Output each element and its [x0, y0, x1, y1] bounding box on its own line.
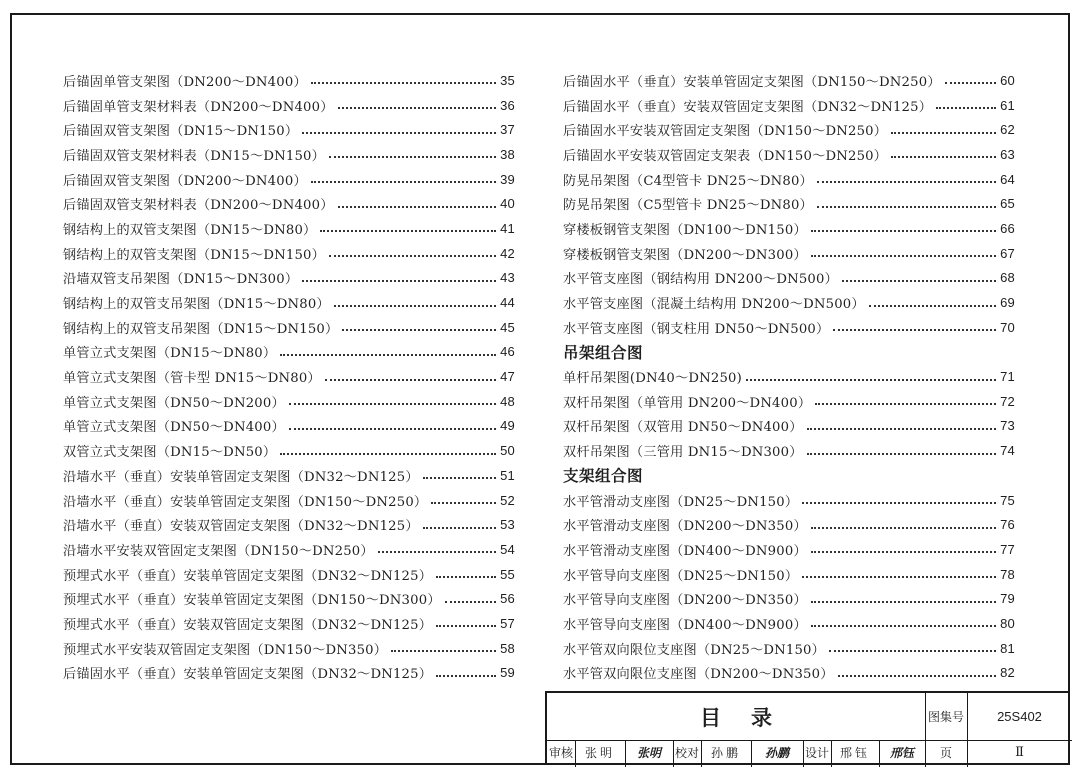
atlas-number-label: 图集号 — [927, 710, 964, 724]
toc-entry-page: 50 — [500, 443, 515, 459]
toc-left-column — [63, 68, 515, 685]
toc-entry[interactable] — [63, 117, 515, 142]
toc-entry-title: 单杆吊架图(DN40～DN250) — [563, 371, 742, 387]
toc-entry-title: 水平管滑动支座图（DN200～DN350） — [563, 519, 807, 535]
toc-entry-page: 54 — [500, 541, 515, 557]
toc-entry-page: 52 — [500, 492, 515, 508]
toc-entry[interactable] — [563, 562, 1015, 587]
designer-name: 邢钰 — [839, 746, 870, 760]
toc-entry-title: 双管立式支架图（DN15～DN50） — [63, 445, 277, 461]
toc-entry[interactable] — [563, 586, 1015, 611]
toc-entry-title: 后锚固双管支架图（DN15～DN150） — [63, 124, 299, 140]
toc-entry-title: 单管立式支架图（管卡型 DN15～DN80） — [63, 371, 321, 387]
dot-leader — [391, 650, 496, 652]
toc-entry-page: 76 — [1000, 517, 1015, 533]
toc-entry-title: 双杆吊架图（三管用 DN15～DN300） — [563, 445, 803, 461]
toc-entry[interactable] — [63, 216, 515, 241]
toc-entry[interactable] — [563, 117, 1015, 142]
toc-entry-page: 37 — [500, 122, 515, 138]
toc-section-heading: 支架组合图 — [563, 467, 644, 486]
toc-entry[interactable] — [63, 315, 515, 340]
toc-entry-title: 水平管双向限位支座图（DN25～DN150） — [563, 642, 826, 658]
toc-entry[interactable] — [563, 488, 1015, 513]
checker-name: 孙鹏 — [710, 746, 741, 760]
toc-entry-title: 水平管导向支座图（DN400～DN900） — [563, 617, 807, 633]
toc-entry-page: 43 — [500, 270, 515, 286]
toc-entry-page: 38 — [500, 146, 515, 162]
dot-leader — [811, 625, 996, 627]
toc-entry-page: 67 — [1000, 245, 1015, 261]
toc-entry[interactable] — [563, 191, 1015, 216]
toc-entry-page: 36 — [500, 97, 515, 113]
dot-leader — [436, 625, 496, 627]
toc-section-heading: 吊架组合图 — [563, 343, 644, 362]
dot-leader — [811, 551, 996, 553]
toc-right-column — [563, 68, 1015, 685]
toc-entry-title: 水平管滑动支座图（DN25～DN150） — [563, 494, 799, 510]
dot-leader — [842, 280, 996, 282]
toc-entry[interactable] — [563, 315, 1015, 340]
dot-leader — [289, 428, 496, 430]
dot-leader — [802, 502, 996, 504]
dot-leader — [342, 329, 496, 331]
dot-leader — [811, 255, 996, 257]
toc-entry-page: 66 — [1000, 220, 1015, 236]
dot-leader — [423, 477, 496, 479]
toc-entry-page: 42 — [500, 245, 515, 261]
toc-entry[interactable] — [563, 438, 1015, 463]
toc-entry[interactable] — [563, 611, 1015, 636]
toc-entry-page: 35 — [500, 72, 515, 88]
dot-leader — [817, 206, 996, 208]
dot-leader — [436, 675, 496, 677]
toc-entry[interactable] — [63, 636, 515, 661]
dot-leader — [746, 379, 996, 381]
toc-entry-page: 39 — [500, 171, 515, 187]
toc-entry-title: 水平管支座图（钢支柱用 DN50～DN500） — [563, 321, 830, 337]
toc-entry[interactable] — [63, 340, 515, 365]
toc-entry-page: 71 — [1000, 369, 1015, 385]
toc-entry-page: 40 — [500, 196, 515, 212]
dot-leader — [423, 527, 496, 529]
toc-entry[interactable] — [563, 216, 1015, 241]
toc-entry-title: 后锚固水平安装双管固定支架表（DN150～DN250） — [563, 148, 888, 164]
dot-leader — [325, 379, 496, 381]
toc-entry-title: 后锚固单管支架材料表（DN200～DN400） — [63, 99, 334, 115]
toc-entry-page: 64 — [1000, 171, 1015, 187]
toc-entry[interactable] — [63, 389, 515, 414]
toc-entry[interactable] — [63, 290, 515, 315]
dot-leader — [891, 156, 996, 158]
reviewer-name: 张明 — [584, 746, 615, 760]
toc-entry[interactable] — [63, 586, 515, 611]
dot-leader — [378, 551, 496, 553]
toc-entry-title: 双杆吊架图（单管用 DN200～DN400） — [563, 395, 812, 411]
dot-leader — [833, 329, 996, 331]
toc-entry-title: 水平管支座图（混凝土结构用 DN200～DN500） — [563, 297, 865, 313]
toc-entry-title: 沿墙水平（垂直）安装单管固定支架图（DN32～DN125） — [63, 469, 419, 485]
dot-leader — [817, 181, 996, 183]
toc-entry[interactable] — [563, 68, 1015, 93]
toc-entry-page: 73 — [1000, 418, 1015, 434]
dot-leader — [445, 601, 496, 603]
toc-entry-page: 70 — [1000, 319, 1015, 335]
dot-leader — [280, 354, 496, 356]
dot-leader — [945, 82, 996, 84]
dot-leader — [320, 230, 496, 232]
toc-entry-title: 单管立式支架图（DN50～DN400） — [63, 420, 285, 436]
toc-entry-title: 沿墙水平安装双管固定支架图（DN150～DN250） — [63, 543, 374, 559]
toc-entry-title: 后锚固双管支架材料表（DN15～DN150） — [63, 148, 326, 164]
designer-signature: 邢钰 — [889, 746, 914, 760]
toc-entry-title: 后锚固双管支架图（DN200～DN400） — [63, 173, 307, 189]
toc-entry-title: 水平管滑动支座图（DN400～DN900） — [563, 543, 807, 559]
toc-entry-title: 防晃吊架图（C5型管卡 DN25～DN80） — [563, 198, 813, 214]
dot-leader — [436, 576, 496, 578]
dot-leader — [431, 502, 496, 504]
toc-entry-page: 47 — [500, 369, 515, 385]
toc-entry-title: 水平管导向支座图（DN25～DN150） — [563, 568, 799, 584]
toc-entry-page: 79 — [1000, 591, 1015, 607]
toc-entry-title: 单管立式支架图（DN50～DN200） — [63, 395, 285, 411]
toc-entry-page: 59 — [500, 665, 515, 681]
toc-entry[interactable] — [563, 266, 1015, 291]
toc-entry-page: 56 — [500, 591, 515, 607]
checker-signature: 孙鹏 — [764, 746, 789, 760]
toc-entry[interactable] — [563, 142, 1015, 167]
dot-leader — [302, 132, 496, 134]
toc-entry-page: 63 — [1000, 146, 1015, 162]
toc-entry[interactable] — [63, 463, 515, 488]
dot-leader — [838, 675, 996, 677]
dot-leader — [311, 82, 496, 84]
atlas-number: 25S402 — [997, 709, 1042, 724]
design-label: 设计 — [804, 746, 829, 760]
toc-entry-page: 62 — [1000, 122, 1015, 138]
toc-entry-title: 沿墙水平（垂直）安装单管固定支架图（DN150～DN250） — [63, 494, 428, 510]
check-label: 校对 — [674, 746, 699, 760]
toc-entry-title: 防晃吊架图（C4型管卡 DN25～DN80） — [563, 173, 813, 189]
toc-entry-page: 80 — [1000, 615, 1015, 631]
toc-entry[interactable] — [63, 414, 515, 439]
toc-entry-title: 穿楼板钢管支架图（DN100～DN150） — [563, 222, 807, 238]
toc-entry-title: 后锚固水平（垂直）安装单管固定支架图（DN150～DN250） — [563, 74, 941, 90]
dot-leader — [334, 305, 496, 307]
dot-leader — [311, 181, 496, 183]
toc-entry[interactable] — [63, 438, 515, 463]
toc-entry-title: 后锚固双管支架材料表（DN200～DN400） — [63, 198, 334, 214]
toc-entry[interactable] — [63, 364, 515, 389]
page-number: Ⅱ — [1015, 745, 1024, 760]
toc-entry-page: 78 — [1000, 566, 1015, 582]
toc-entry-title: 预埋式水平（垂直）安装单管固定支架图（DN150～DN300） — [63, 593, 441, 609]
toc-entry[interactable] — [63, 68, 515, 93]
toc-entry-title: 后锚固水平安装双管固定支架图（DN150～DN250） — [563, 124, 888, 140]
toc-entry-title: 沿墙水平（垂直）安装双管固定支架图（DN32～DN125） — [63, 519, 419, 535]
toc-entry-page: 49 — [500, 418, 515, 434]
toc-entry-page: 82 — [1000, 665, 1015, 681]
dot-leader — [807, 428, 996, 430]
toc-entry-title: 预埋式水平（垂直）安装双管固定支架图（DN32～DN125） — [63, 617, 433, 633]
toc-entry[interactable] — [63, 611, 515, 636]
toc-entry-page: 44 — [500, 295, 515, 311]
toc-entry[interactable] — [63, 142, 515, 167]
dot-leader — [936, 107, 996, 109]
dot-leader — [802, 576, 996, 578]
dot-leader — [829, 650, 996, 652]
toc-entry-page: 72 — [1000, 393, 1015, 409]
dot-leader — [811, 601, 996, 603]
toc-entry-page: 51 — [500, 467, 515, 483]
toc-entry-page: 57 — [500, 615, 515, 631]
reviewer-signature: 张明 — [636, 746, 661, 760]
toc-entry[interactable] — [63, 191, 515, 216]
toc-entry-page: 61 — [1000, 97, 1015, 113]
toc-entry-page: 75 — [1000, 492, 1015, 508]
toc-entry-title: 后锚固水平（垂直）安装双管固定支架图（DN32～DN125） — [563, 99, 933, 115]
dot-leader — [280, 453, 496, 455]
toc-entry-page: 55 — [500, 566, 515, 582]
toc-entry[interactable] — [563, 636, 1015, 661]
dot-leader — [891, 132, 996, 134]
toc-entry-page: 65 — [1000, 196, 1015, 212]
toc-entry-title: 双杆吊架图（双管用 DN50～DN400） — [563, 420, 803, 436]
title-block — [545, 691, 1070, 765]
toc-entry[interactable] — [63, 241, 515, 266]
toc-entry[interactable] — [63, 661, 515, 686]
toc-entry-title: 水平管双向限位支座图（DN200～DN350） — [563, 667, 834, 683]
dot-leader — [329, 156, 496, 158]
toc-entry[interactable] — [563, 512, 1015, 537]
toc-entry[interactable] — [563, 661, 1015, 686]
toc-entry-title: 钢结构上的双管支吊架图（DN15～DN80） — [63, 297, 330, 313]
toc-entry-page: 46 — [500, 344, 515, 360]
dot-leader — [807, 453, 996, 455]
toc-entry-title: 钢结构上的双管支吊架图（DN15～DN150） — [63, 321, 339, 337]
toc-entry[interactable] — [63, 537, 515, 562]
toc-entry[interactable] — [63, 167, 515, 192]
dot-leader — [289, 403, 496, 405]
toc-entry-page: 69 — [1000, 295, 1015, 311]
toc-entry-page: 48 — [500, 393, 515, 409]
toc-entry-title: 穿楼板钢管支架图（DN200～DN300） — [563, 247, 807, 263]
toc-title: 目录 — [700, 704, 802, 730]
dot-leader — [302, 280, 496, 282]
toc-entry-title: 水平管支座图（钢结构用 DN200～DN500） — [563, 272, 838, 288]
toc-entry-title: 预埋式水平安装双管固定支架图（DN150～DN350） — [63, 642, 388, 658]
toc-entry-page: 77 — [1000, 541, 1015, 557]
dot-leader — [811, 230, 996, 232]
page-label: 页 — [939, 746, 952, 760]
toc-entry[interactable] — [63, 512, 515, 537]
toc-entry-page: 53 — [500, 517, 515, 533]
toc-entry[interactable] — [563, 414, 1015, 439]
toc-entry[interactable] — [563, 364, 1015, 389]
dot-leader — [338, 107, 496, 109]
toc-entry-title: 钢结构上的双管支架图（DN15～DN80） — [63, 222, 317, 238]
toc-entry-page: 60 — [1000, 72, 1015, 88]
toc-entry-title: 钢结构上的双管支架图（DN15～DN150） — [63, 247, 326, 263]
toc-entry-page: 41 — [500, 220, 515, 236]
toc-entry[interactable] — [63, 562, 515, 587]
toc-entry-title: 后锚固单管支架图（DN200～DN400） — [63, 74, 307, 90]
toc-entry-title: 单管立式支架图（DN15～DN80） — [63, 346, 277, 362]
dot-leader — [815, 403, 996, 405]
dot-leader — [811, 527, 996, 529]
toc-entry-title: 水平管导向支座图（DN200～DN350） — [563, 593, 807, 609]
toc-entry-page: 74 — [1000, 443, 1015, 459]
dot-leader — [338, 206, 496, 208]
toc-entry[interactable] — [563, 537, 1015, 562]
toc-entry[interactable] — [563, 167, 1015, 192]
dot-leader — [869, 305, 996, 307]
toc-entry[interactable] — [563, 290, 1015, 315]
toc-entry[interactable] — [63, 488, 515, 513]
toc-entry-page: 81 — [1000, 640, 1015, 656]
toc-entry[interactable] — [563, 93, 1015, 118]
toc-entry-title: 预埋式水平（垂直）安装单管固定支架图（DN32～DN125） — [63, 568, 433, 584]
toc-entry-page: 68 — [1000, 270, 1015, 286]
toc-entry[interactable] — [563, 241, 1015, 266]
toc-entry-page: 45 — [500, 319, 515, 335]
toc-entry-page: 58 — [500, 640, 515, 656]
toc-entry-title: 后锚固水平（垂直）安装单管固定支架图（DN32～DN125） — [63, 667, 433, 683]
toc-entry[interactable] — [63, 266, 515, 291]
toc-entry[interactable] — [63, 93, 515, 118]
toc-entry-title: 沿墙双管支吊架图（DN15～DN300） — [63, 272, 299, 288]
dot-leader — [329, 255, 496, 257]
review-label: 审核 — [548, 746, 573, 760]
toc-entry[interactable] — [563, 389, 1015, 414]
